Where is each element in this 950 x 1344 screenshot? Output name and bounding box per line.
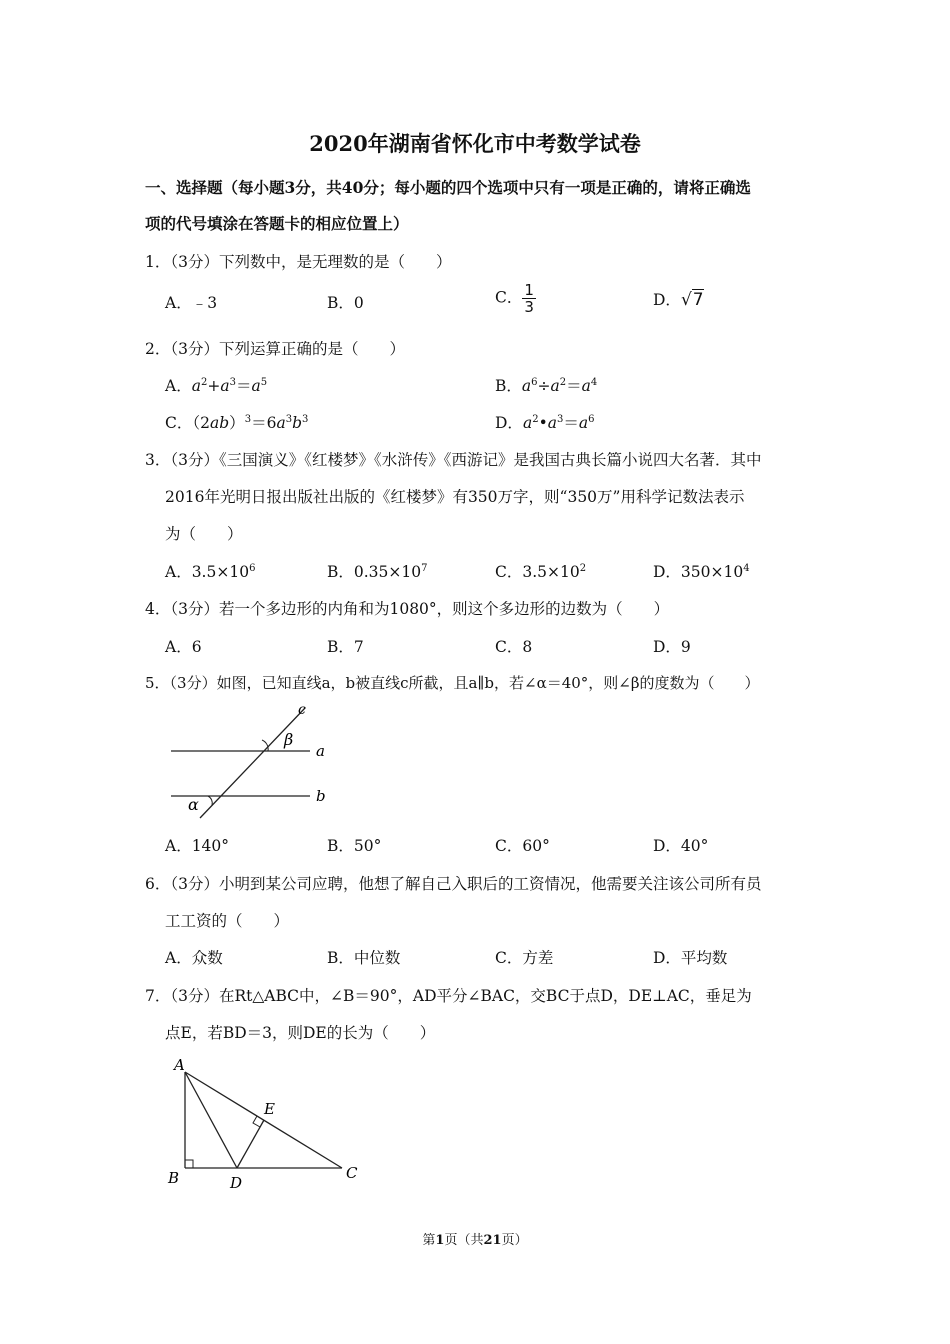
q6-option-b: B．中位数 [327,949,401,967]
fraction-numerator: 1 [524,281,534,299]
section-heading-line2: 项的代号填涂在答题卡的相应位置上） [145,214,409,233]
q2-b-prefix: B． [495,377,522,395]
q1-stem: 1．（3分）下列数中，是无理数的是（ ） [145,253,452,271]
label-b: b [316,787,326,805]
q3-c-base: C．3.5×10 [495,563,580,581]
line-c [200,708,305,818]
q3-a-exponent: 6 [249,563,256,574]
q4-option-a: A．6 [165,638,202,656]
footer-post: 页） [501,1233,528,1248]
label-beta: β [284,730,294,749]
fraction [522,282,536,315]
page-footer [0,1229,950,1248]
q5-option-d: D．40° [653,837,709,855]
q2-option-d: D．$a^2•a^3=a^6$ [495,414,595,432]
angle-alpha-arc [208,796,212,805]
q2-d-prefix: D． [495,414,523,432]
q4-option-c: C．8 [495,638,533,656]
total-pages: 21 [483,1233,502,1248]
q2-stem: 2．（3分）下列运算正确的是（ ） [145,340,405,358]
q3-c-exponent: 2 [579,563,587,574]
parallel-lines-figure [160,700,340,825]
q3-option-c [495,560,586,582]
label-alpha: α [188,795,199,814]
right-angle-b [185,1160,193,1168]
q2-c-prefix: C． [165,414,193,432]
label-A: A [174,1056,185,1074]
q6-option-a: A．众数 [165,949,223,967]
q7-stem-line1: 7．（3分）在Rt△ABC中，∠B＝90°，AD平分∠BAC，交BC于点D，DE⊥AC，垂足为 [145,987,752,1005]
segment-ad [185,1072,237,1168]
fraction-denominator: 3 [524,298,534,316]
label-B: B [168,1169,180,1187]
q3-d-exponent: 4 [743,563,750,574]
q3-stem-line2: 2016年光明日报出版社出版的《红楼梦》有350万字，则“350万”用科学记数法表示 [165,488,745,506]
q6-stem-line1: 6．（3分）小明到某公司应聘，他想了解自己入职后的工资情况，他需要关注该公司所有员 [145,875,762,893]
q3-stem-line3: 为（ ） [165,525,243,543]
q5-stem: 5．（3分）如图，已知直线a，b被直线c所截，且a∥b，若∠α＝40°，则∠β的度数为（ ） [145,674,760,692]
page-number: 1 [435,1233,445,1248]
q2-a-prefix: A． [165,377,192,395]
label-c: c [298,702,306,718]
q1-option-b: B．0 [327,294,364,312]
q1-option-a: A．﹣3 [165,294,218,312]
label-D: D [230,1174,243,1192]
q1-option-d-prefix: D． [653,291,681,309]
footer-mid: 页（共 [444,1233,484,1248]
q7-stem-line2: 点E，若BD＝3，则DE的长为（ ） [165,1024,436,1042]
q4-option-b: B．7 [327,638,364,656]
segment-de [237,1120,264,1168]
q2-option-c: C．$(2ab)^3=6a^3b^3$ [165,414,309,432]
q3-b-base: B．0.35×10 [327,563,422,581]
q6-option-d: D．平均数 [653,949,728,967]
q3-option-b [327,560,428,582]
q2-option-a: A．$a^2+a^3=a^5$ [165,377,268,395]
q5-option-c: C．60° [495,837,550,855]
triangle-figure [160,1050,380,1200]
q4-option-d: D．9 [653,638,691,656]
q3-b-exponent: 7 [421,563,428,574]
q1-option-c [495,282,536,315]
section-heading-line1: 一、选择题（每小题3分，共40分；每小题的四个选项中只有一项是正确的，请将正确选 [145,178,751,197]
label-a: a [316,742,325,760]
q3-option-d [653,560,750,582]
footer-pre: 第 [422,1233,436,1248]
square-root: √7 [680,290,704,310]
q3-stem-line1: 3．（3分）《三国演义》《红楼梦》《水浒传》《西游记》是我国古典长篇小说四大名著．其中 [145,451,762,469]
label-E: E [264,1100,275,1118]
q1-option-c-prefix: C． [495,288,523,307]
q3-a-base: A．3.5×10 [165,563,250,581]
radicand: 7 [692,290,704,310]
label-C: C [346,1164,358,1182]
q5-option-a: A．140° [165,837,230,855]
q4-stem: 4．（3分）若一个多边形的内角和为1080°，则这个多边形的边数为（ ） [145,600,670,618]
q3-option-a [165,560,255,582]
q2-option-b: B．$a^6\div a^2=a^4$ [495,377,598,395]
q3-d-base: D．350×10 [653,563,744,581]
q1-option-d [653,288,704,310]
page-title: 2020年湖南省怀化市中考数学试卷 [309,131,641,156]
q5-option-b: B．50° [327,837,382,855]
q6-stem-line2: 工工资的（ ） [165,912,290,930]
q6-option-c: C．方差 [495,949,554,967]
